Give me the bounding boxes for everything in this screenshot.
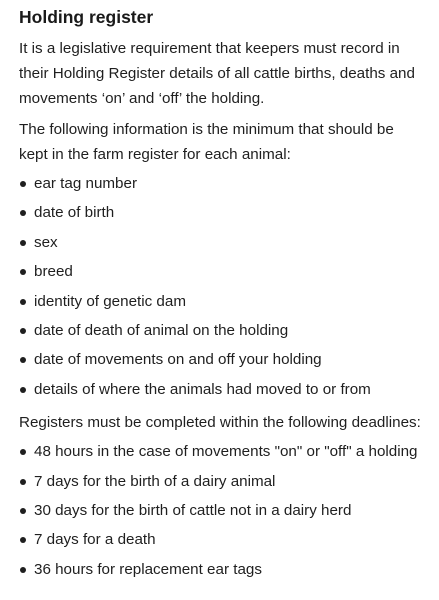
bullet-icon <box>20 508 26 514</box>
bullet-icon <box>20 181 26 187</box>
list-item-text: sex <box>34 233 58 251</box>
bullet-icon <box>20 567 26 573</box>
list-item-text: date of birth <box>34 204 115 222</box>
intro-paragraph: It is a legislative requirement that keepers must record in their Holding Register details of all cattle births, deaths and movements ‘on’ and ‘off’ the holding. <box>19 40 415 107</box>
list-item <box>19 379 439 408</box>
bullet-icon <box>20 479 26 485</box>
list-item <box>19 471 439 500</box>
deadline-list <box>19 441 439 588</box>
bullet-icon <box>20 387 26 393</box>
list-item <box>19 529 439 558</box>
info-paragraph: The following information is the minimum that should be kept in the farm register for each animal: <box>19 121 394 163</box>
bullet-icon <box>20 328 26 334</box>
list-item <box>19 349 439 378</box>
list-item-text: ear tag number <box>34 175 137 192</box>
list-item <box>19 559 439 588</box>
list-item-text: 7 days for the birth of a dairy animal <box>34 472 276 490</box>
list-item <box>19 261 439 290</box>
list-item-text: breed <box>34 263 73 281</box>
list-item-text: 36 hours for replacement ear tags <box>34 560 262 578</box>
list-item-text: date of movements on and off your holding <box>34 351 322 369</box>
deadline-paragraph: Registers must be completed within the following deadlines: <box>19 414 421 432</box>
info-list <box>19 173 439 408</box>
list-item <box>19 441 439 470</box>
list-item <box>19 500 439 529</box>
list-item <box>19 173 439 202</box>
list-item-text: 30 days for the birth of cattle not in a dairy herd <box>34 501 352 519</box>
bullet-icon <box>20 357 26 363</box>
bullet-icon <box>20 269 26 275</box>
bullet-icon <box>20 537 26 543</box>
list-item <box>19 320 439 349</box>
list-item-text: date of death of animal on the holding <box>34 321 289 339</box>
list-item <box>19 202 439 231</box>
list-item-text: details of where the animals had moved to or from <box>34 380 371 398</box>
list-item-text: 48 hours in the case of movements "on" or "off" a holding <box>34 443 418 461</box>
list-item <box>19 291 439 320</box>
bullet-icon <box>20 299 26 305</box>
section-heading: Holding register <box>19 7 154 27</box>
bullet-icon <box>20 210 26 216</box>
bullet-icon <box>20 240 26 246</box>
bullet-icon <box>20 449 26 455</box>
list-item-text: 7 days for a death <box>34 531 156 549</box>
list-item <box>19 232 439 261</box>
list-item-text: identity of genetic dam <box>34 292 186 310</box>
